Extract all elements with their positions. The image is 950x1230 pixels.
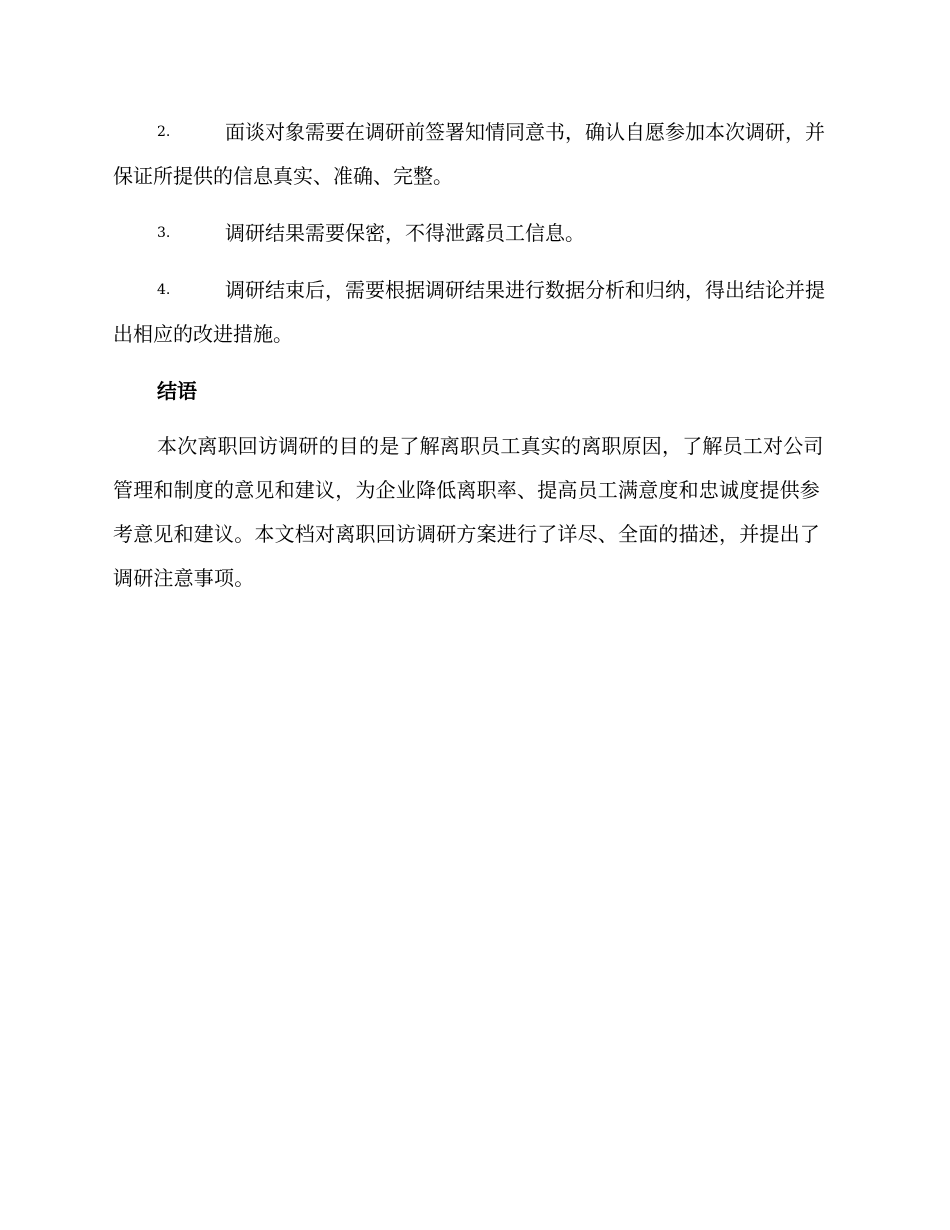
list-number: 3. [157,225,171,241]
conclusion-heading: 结语 [157,379,197,403]
document-content [113,110,835,600]
list-item-3 [113,211,835,255]
list-item-text: 调研结束后，需要根据调研结果进行数据分析和归纳，得出结论并提出相应的改进措施。 [113,278,825,346]
list-number: 2. [157,124,171,140]
list-number: 4. [157,282,171,298]
list-item-2 [113,110,835,198]
list-item-4 [113,268,835,356]
list-item-text: 调研结果需要保密，不得泄露员工信息。 [225,221,585,245]
conclusion-paragraph: 本次离职回访调研的目的是了解离职员工真实的离职原因，了解员工对公司管理和制度的意见和建议，为企业降低离职率、提高员工满意度和忠诚度提供参考意见和建议。本文档对离职回访调研方案进行了详尽、全面的描述，并提出了调研注意事项。 [113,434,824,590]
list-item-text: 面谈对象需要在调研前签署知情同意书，确认自愿参加本次调研，并保证所提供的信息真实、准确、完整。 [113,120,825,188]
